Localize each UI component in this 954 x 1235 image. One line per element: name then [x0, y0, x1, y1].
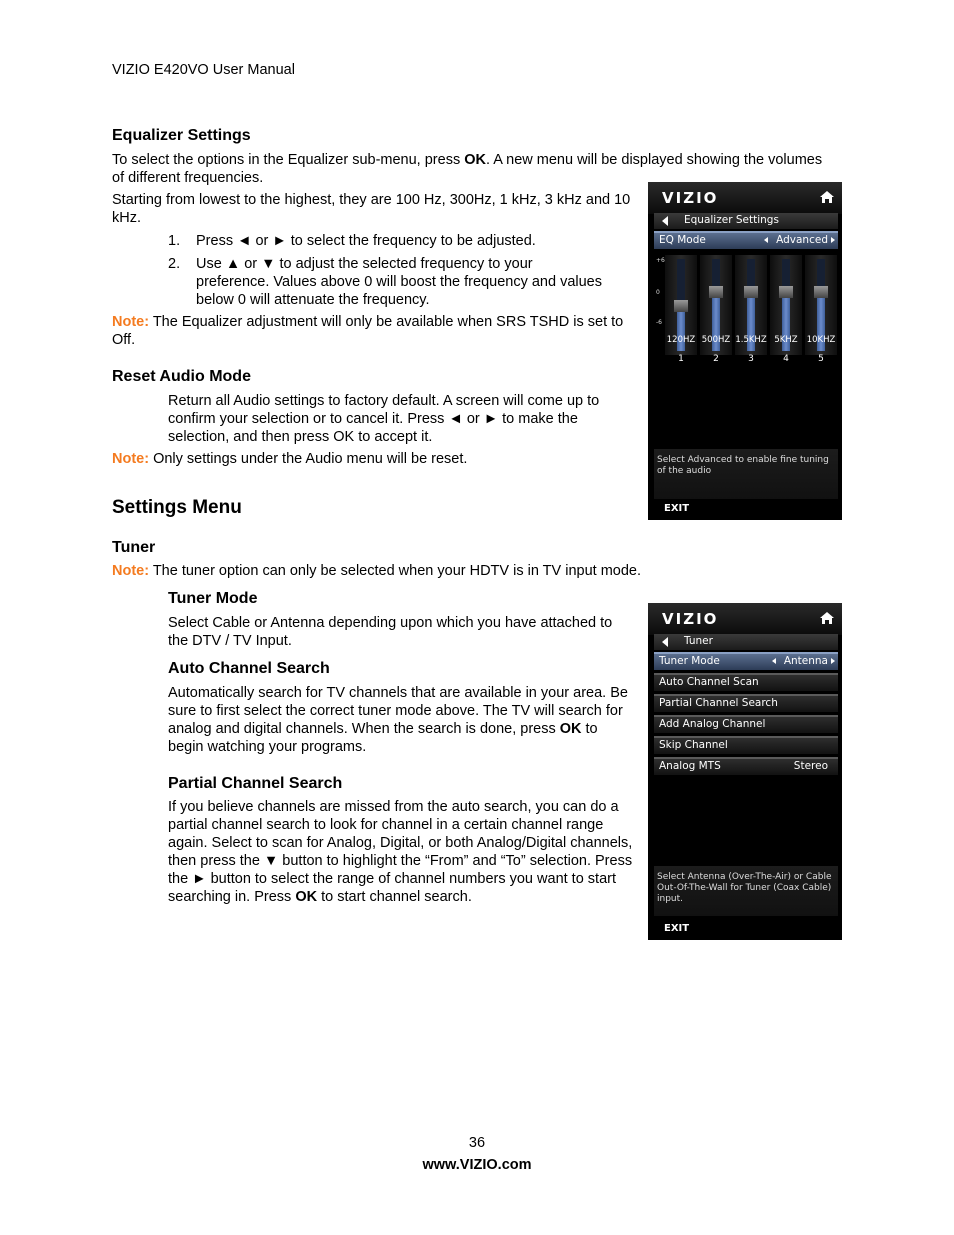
- eq-band-frequency: 500HZ: [701, 335, 731, 345]
- osd-breadcrumb: [654, 634, 838, 650]
- tuner-menu-row: [654, 694, 838, 712]
- row-label: Tuner Mode: [659, 655, 720, 667]
- step-number: 2.: [168, 256, 181, 272]
- eq-scale-label: 0: [656, 289, 660, 296]
- list-item: [168, 232, 608, 250]
- list-item: [168, 255, 608, 309]
- tuner-mode-text: Select Cable or Antenna depending upon which you have attached to the DTV / TV Input.: [168, 615, 613, 649]
- eq-band-number: 5: [818, 354, 824, 364]
- section-heading-settings-menu: Settings Menu: [112, 497, 242, 518]
- subheading-partial-channel-search: Partial Channel Search: [168, 775, 343, 792]
- step-text: Press ◄ or ► to select the frequency to be adjusted.: [196, 233, 536, 249]
- eq-band-knob: [674, 300, 688, 312]
- text-span: to begin watching your programs.: [168, 721, 598, 755]
- tuner-osd-screenshot: [648, 603, 842, 940]
- eq-band-number: 4: [783, 354, 789, 364]
- right-arrow-icon: [831, 658, 835, 664]
- eq-band-frequency: 120HZ: [666, 335, 696, 345]
- step-number: 1.: [168, 233, 181, 249]
- website-url: www.VIZIO.com: [422, 1157, 532, 1173]
- eq-scale-label: -6: [656, 319, 662, 326]
- reset-audio-note: [112, 450, 632, 468]
- text-span: . A new menu will be displayed showing the volumes of different frequencies.: [112, 152, 823, 186]
- osd-top-bar: [648, 603, 842, 635]
- left-arrow-icon: [764, 237, 768, 243]
- osd-help-text: Select Advanced to enable fine tuning of the audio: [654, 449, 838, 499]
- vizio-logo: VIZIO: [662, 610, 719, 628]
- tuner-menu-row: [654, 673, 838, 691]
- eq-band-number: 1: [678, 354, 684, 364]
- note-label: Note:: [112, 314, 150, 330]
- eq-band-knob: [814, 286, 828, 298]
- back-arrow-icon: [662, 637, 668, 647]
- osd-help-text: Select Antenna (Over-The-Air) or Cable Out-Of-The-Wall for Tuner (Coax Cable) input.: [654, 866, 838, 916]
- tuner-menu-row: [654, 736, 838, 754]
- osd-breadcrumb: [654, 213, 838, 229]
- eq-band-number: 3: [748, 354, 754, 364]
- bold-ok: OK: [559, 721, 582, 737]
- note-label: Note:: [112, 451, 150, 467]
- bold-ok: OK: [295, 889, 318, 905]
- row-value: Antenna: [783, 655, 828, 667]
- eq-band-knob: [744, 286, 758, 298]
- reset-audio-text: Return all Audio settings to factory default. A screen will come up to confirm your selection or to cancel it. Press ◄ or ► to make the selection, and then press OK to accept it.: [168, 393, 600, 445]
- tuner-menu-row: [654, 715, 838, 733]
- right-arrow-icon: [831, 237, 835, 243]
- osd-top-bar: [648, 182, 842, 214]
- section-heading-equalizer: Equalizer Settings: [112, 127, 251, 144]
- note-text: Only settings under the Audio menu will be reset.: [149, 451, 468, 467]
- equalizer-osd-screenshot: [648, 182, 842, 520]
- row-label: EQ Mode: [659, 234, 706, 246]
- row-value: Advanced: [776, 234, 828, 246]
- equalizer-frequencies: Starting from lowest to the highest, they are 100 Hz, 300Hz, 1 kHz, 3 kHz and 10 kHz.: [112, 192, 631, 226]
- breadcrumb-label: Equalizer Settings: [684, 214, 779, 226]
- text-span: To select the options in the Equalizer sub-menu, press: [112, 152, 465, 168]
- subheading-auto-channel-search: Auto Channel Search: [168, 660, 330, 677]
- tuner-note: [112, 562, 832, 580]
- section-heading-tuner: Tuner: [112, 539, 156, 556]
- bold-ok: OK: [464, 152, 486, 168]
- note-text: The Equalizer adjustment will only be available when SRS TSHD is set to Off.: [112, 314, 624, 348]
- eq-mode-row: [654, 231, 838, 249]
- page-number: 36: [468, 1135, 486, 1151]
- auto-channel-search-text: [168, 684, 634, 756]
- note-label: Note:: [112, 563, 150, 579]
- text-span: If you believe channels are missed from the auto search, you can do a partial channel search to look for channel in a certain channel range again. Select to scan for Analog, Digital, or both Analog/Digital channels, then press the ▼ button to highlight the “From” and “To” selection. Press the ► button to select the range of channel numbers you want to start searching in. Press: [168, 799, 633, 905]
- eq-band-number: 2: [713, 354, 719, 364]
- eq-band-frequency: 10KHZ: [806, 335, 836, 345]
- eq-band-knob: [779, 286, 793, 298]
- breadcrumb-label: Tuner: [684, 635, 713, 647]
- eq-band-frequency: 5KHZ: [774, 335, 798, 345]
- row-label: Skip Channel: [659, 739, 728, 751]
- eq-band-knob: [709, 286, 723, 298]
- home-icon: [820, 612, 834, 624]
- subheading-tuner-mode: Tuner Mode: [168, 590, 258, 607]
- left-arrow-icon: [772, 658, 776, 664]
- document-title: VIZIO E420VO User Manual: [112, 62, 295, 78]
- row-label: Auto Channel Scan: [659, 676, 759, 688]
- text-span: Automatically search for TV channels that are available in your area. Be sure to first select the correct tuner mode above. The TV will search for analog and digital channels. When the search is done, press: [168, 685, 628, 737]
- eq-scale-label: +6: [656, 257, 665, 264]
- back-arrow-icon: [662, 216, 668, 226]
- equalizer-note: [112, 313, 632, 349]
- step-text: Use ▲ or ▼ to adjust the selected frequency to your preference. Values above 0 will boost the frequency and values below 0 will attenuate the frequency.: [196, 256, 602, 308]
- row-label: Add Analog Channel: [659, 718, 766, 730]
- text-span: to start channel search.: [317, 889, 472, 905]
- tuner-menu-row: [654, 757, 838, 775]
- section-heading-reset-audio: Reset Audio Mode: [112, 368, 251, 385]
- row-label: Analog MTS: [659, 760, 721, 772]
- exit-label: EXIT: [664, 923, 690, 934]
- row-label: Partial Channel Search: [659, 697, 778, 709]
- note-text: The tuner option can only be selected when your HDTV is in TV input mode.: [149, 563, 641, 579]
- row-value: Stereo: [793, 760, 828, 772]
- tuner-menu-row: [654, 652, 838, 670]
- exit-label: EXIT: [664, 503, 690, 514]
- partial-channel-search-text: [168, 798, 634, 906]
- eq-band-frequency: 1.5KHZ: [735, 335, 767, 345]
- equalizer-steps: [168, 232, 608, 314]
- vizio-logo: VIZIO: [662, 189, 719, 207]
- home-icon: [820, 191, 834, 203]
